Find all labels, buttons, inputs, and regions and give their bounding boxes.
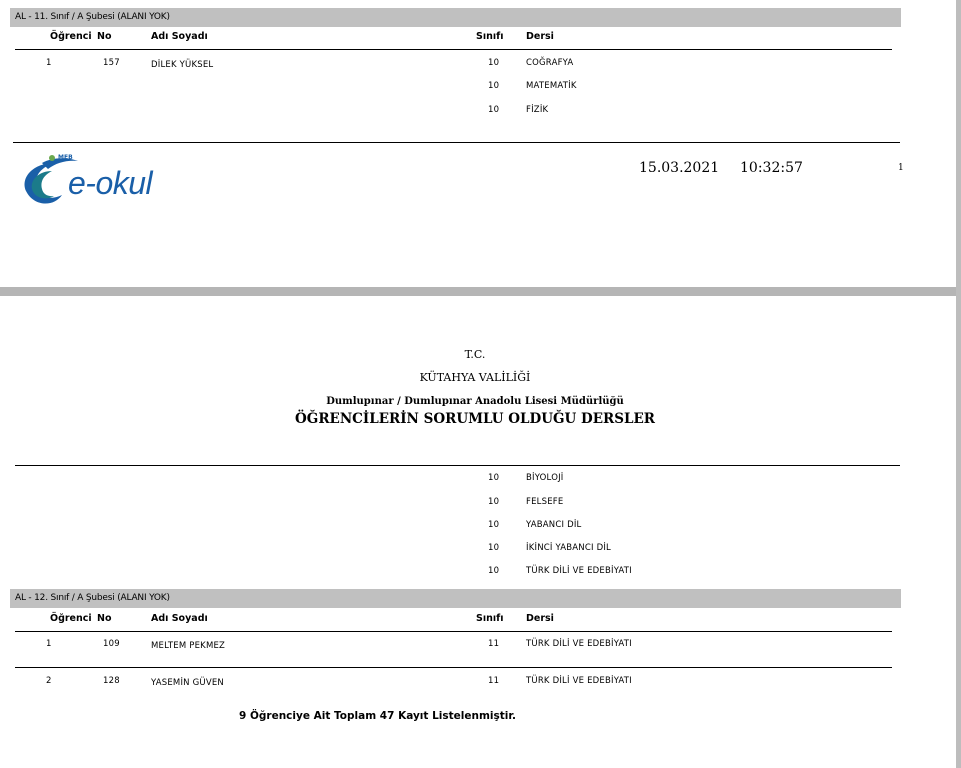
row-sinif: 10 [488,497,500,507]
row-sinif: 10 [488,543,500,553]
col-header-ogrenci: Öğrenci [50,31,92,42]
row-sinif: 10 [488,81,500,91]
header-school: Dumlupınar / Dumlupınar Anadolu Lisesi Müdürlüğü [326,396,624,407]
row-ders: İKİNCİ YABANCI DİL [526,543,611,553]
row-sinif: 10 [488,105,500,115]
page-title: ÖĞRENCİLERİN SORUMLU OLDUĞU DERSLER [295,411,655,427]
col-header-sinifi: Sınıfı [476,31,504,42]
section-title: AL - 11. Sınıf / A Şubesi (ALANI YOK) [15,12,170,22]
section-band-11a [10,8,901,27]
row-ders: MATEMATİK [526,81,577,91]
row-name: YASEMİN GÜVEN [151,678,224,688]
col-header-ogrenci: Öğrenci [50,613,92,624]
header-governorship: KÜTAHYA VALİLİĞİ [419,371,531,384]
row-sinif: 10 [488,566,500,576]
table-header [0,31,900,47]
row-ders: TÜRK DİLİ VE EDEBİYATI [526,676,632,686]
row-ders: BİYOLOJİ [526,473,564,483]
e-okul-logo [12,151,155,219]
row-ders: FİZİK [526,105,549,115]
col-header-dersi: Dersi [526,31,554,42]
col-header-dersi: Dersi [526,613,554,624]
row-name: MELTEM PEKMEZ [151,641,226,651]
header-divider [15,631,892,632]
row-sinif: 11 [488,676,500,686]
logo-text: e-okul [68,165,153,201]
col-header-no: No [97,31,112,42]
col-header-adi-soyadi: Adı Soyadı [151,31,208,42]
row-name: DİLEK YÜKSEL [151,60,214,70]
header-tc: T.C. [464,348,486,361]
header-divider [15,49,892,50]
row-sinif: 10 [488,473,500,483]
row-sinif: 10 [488,58,500,68]
row-ders: TÜRK DİLİ VE EDEBİYATI [526,639,632,649]
row-ders: YABANCI DİL [526,520,582,530]
page-footer-divider [13,142,900,143]
row-no: 157 [103,58,120,68]
col-header-sinifi: Sınıfı [476,613,504,624]
print-date: 15.03.2021 [639,160,720,176]
row-ders: COĞRAFYA [526,58,574,68]
right-gutter [956,0,961,768]
row-index: 2 [46,676,52,686]
row-no: 109 [103,639,120,649]
row-no: 128 [103,676,120,686]
page-separator [0,287,961,296]
col-header-no: No [97,613,112,624]
row-sinif: 10 [488,520,500,530]
row-ders: FELSEFE [526,497,564,507]
row-sinif: 11 [488,639,500,649]
logo-meb-label: MEB [58,154,73,161]
table-header [0,613,900,629]
row-index: 1 [46,58,52,68]
page-number: 1 [898,163,904,173]
row-divider [15,667,892,668]
summary-text: 9 Öğrenciye Ait Toplam 47 Kayıt Listelenmiştir. [239,710,517,722]
print-time: 10:32:57 [740,160,803,176]
header-divider [15,465,900,466]
col-header-adi-soyadi: Adı Soyadı [151,613,208,624]
section-title: AL - 12. Sınıf / A Şubesi (ALANI YOK) [15,593,170,603]
row-ders: TÜRK DİLİ VE EDEBİYATI [526,566,632,576]
row-index: 1 [46,639,52,649]
section-band-12a [10,589,901,608]
